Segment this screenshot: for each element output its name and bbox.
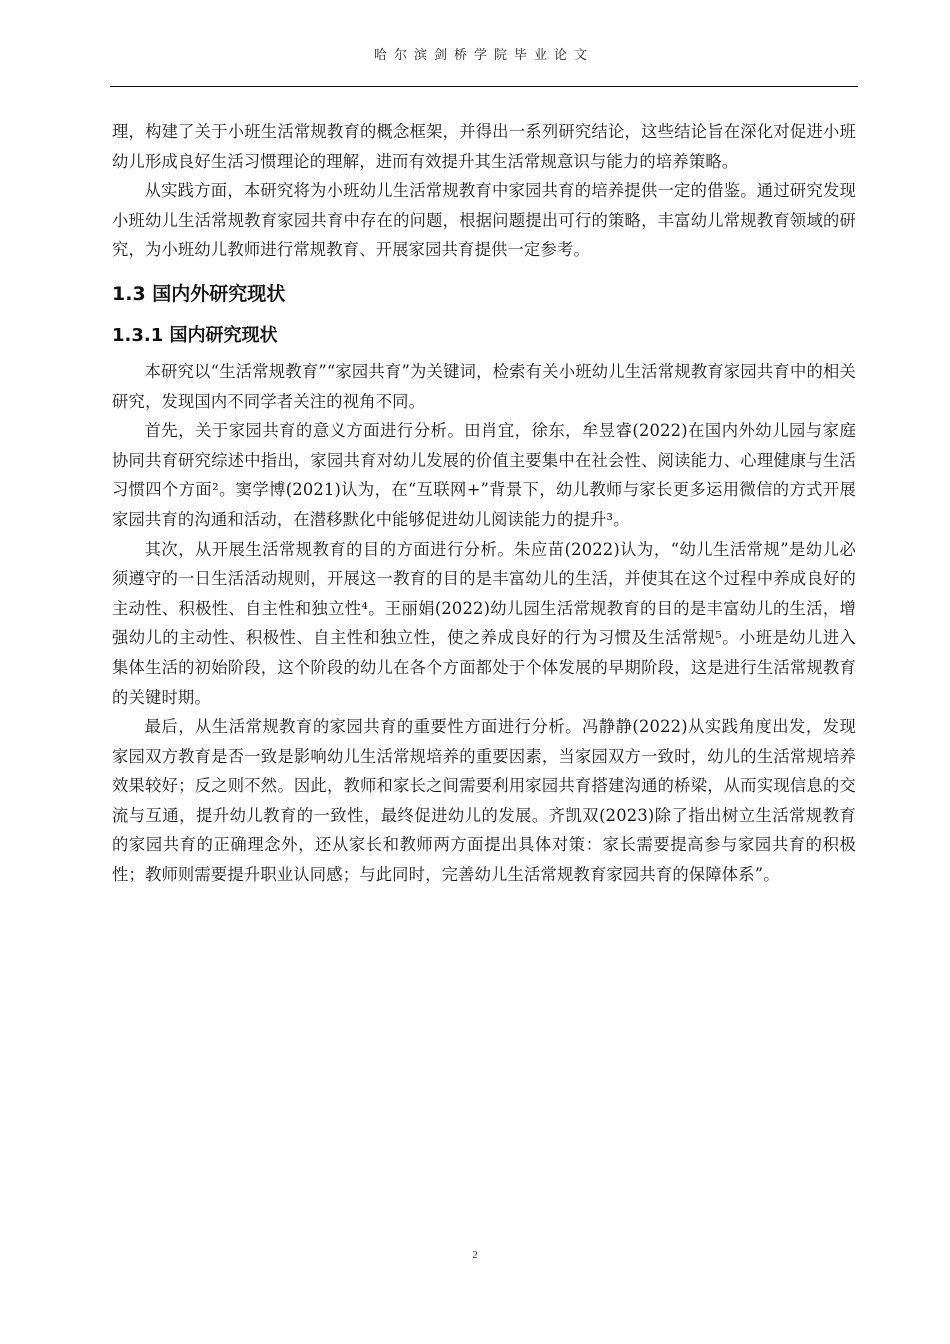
paragraph-coeducation-meaning: 首先，关于家园共育的意义方面进行分析。田肖宜，徐东，牟昱睿(2022)在国内外幼儿园与家庭协同共育研究综述中指出，家园共育对幼儿发展的价值主要集中在社会性、阅读能力、心理健康与生活习惯四个方面²。窦学博(2021)认为，在“互联网+”背景下，幼儿教师与家长更多运用微信的方式开展家园共育的沟通和活动，在潜移默化中能够促进幼儿阅读能力的提升³。 <box>112 421 856 529</box>
header-rule <box>110 86 858 87</box>
page-body <box>112 117 856 890</box>
subsection-heading: 1.3.1 国内研究现状 <box>112 324 278 346</box>
page-number: 2 <box>472 1249 478 1261</box>
running-header: 哈尔滨剑桥学院毕业论文 <box>373 48 594 63</box>
paragraph-practice-significance: 从实践方面，本研究将为小班幼儿生活常规教育中家园共育的培养提供一定的借鉴。通过研究发现小班幼儿生活常规教育家园共育中存在的问题，根据问题提出可行的策略，丰富幼儿常规教育领域的研究，为小班幼儿教师进行常规教育、开展家园共育提供一定参考。 <box>112 181 856 260</box>
paragraph-coeducation-importance: 最后，从生活常规教育的家园共育的重要性方面进行分析。冯静静(2022)从实践角度出发，发现家园双方教育是否一致是影响幼儿生活常规培养的重要因素，当家园双方一致时，幼儿的生活常规培养效果较好；反之则不然。因此，教师和家长之间需要利用家园共育搭建沟通的桥梁，从而实现信息的交流与互通，提升幼儿教育的一致性，最终促进幼儿的发展。齐凯双(2023)除了指出树立生活常规教育的家园共育的正确理念外，还从家长和教师两方面提出具体对策：家长需要提高参与家园共育的积极性；教师则需要提升职业认同感；与此同时，完善幼儿生活常规教育家园共育的保障体系”。 <box>112 717 856 885</box>
paragraph-continued: 理，构建了关于小班生活常规教育的概念框架，并得出一系列研究结论，这些结论旨在深化对促进小班幼儿形成良好生活习惯理论的理解，进而有效提升其生活常规意识与能力的培养策略。 <box>112 122 856 171</box>
section-heading: 1.3 国内外研究现状 <box>112 282 286 305</box>
paragraph-research-intro: 本研究以“生活常规教育”“家园共育”为关键词，检索有关小班幼儿生活常规教育家园共育中的相关研究，发现国内不同学者关注的视角不同。 <box>112 361 856 411</box>
paragraph-routine-purpose: 其次，从开展生活常规教育的目的方面进行分析。朱应苗(2022)认为，“幼儿生活常规”是幼儿必须遵守的一日生活活动规则，开展这一教育的目的是丰富幼儿的生活，并使其在这个过程中养成良好的主动性、积极性、自主性和独立性⁴。王丽娟(2022)幼儿园生活常规教育的目的是丰富幼儿的生活，增强幼儿的主动性、积极性、自主性和独立性，使之养成良好的行为习惯及生活常规⁵。小班是幼儿进入集体生活的初始阶段，这个阶段的幼儿在各个方面都处于个体发展的早期阶段，这是进行生活常规教育的关键时期。 <box>112 539 856 707</box>
